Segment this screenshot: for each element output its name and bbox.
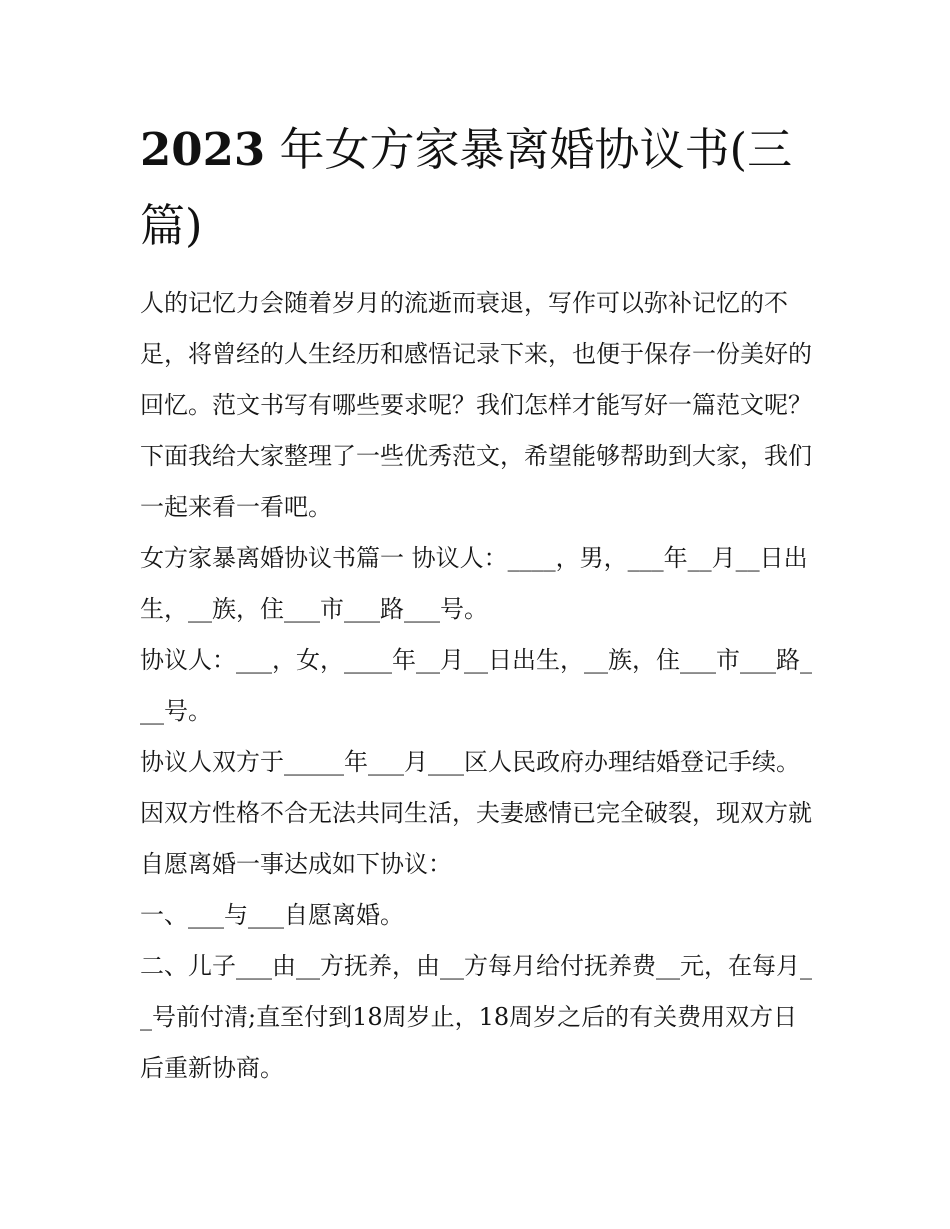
document-title (140, 112, 820, 264)
party-female-paragraph: 协议人：___，女，____年__月__日出生，__族，住___市___路___号。 (140, 646, 812, 725)
party-male-paragraph: 女方家暴离婚协议书篇一 协议人：____，男，___年__月__日出生，__族，住___市___路___号。 (140, 544, 808, 623)
title-year: 2023 (140, 123, 266, 176)
intro-paragraph: 人的记忆力会随着岁月的流逝而衰退，写作可以弥补记忆的不足，将曾经的人生经历和感悟记录下来，也便于保存一份美好的回忆。范文书写有哪些要求呢？我们怎样才能写好一篇范文呢？下面我给大家整理了一些优秀范文，希望能够帮助到大家，我们一起来看一看吧。 (140, 289, 812, 521)
clause-two-paragraph: 二、儿子___由__方抚养，由__方每月给付抚养费__元，在每月__号前付清;直至付到18周岁止，18周岁之后的有关费用双方日后重新协商。 (140, 952, 812, 1082)
title-text: 年女方家暴离婚协议书(三篇) (140, 123, 793, 252)
agreement-preamble-paragraph: 协议人双方于_____年___月___区人民政府办理结婚登记手续。因双方性格不合无法共同生活，夫妻感情已完全破裂，现双方就自愿离婚一事达成如下协议： (140, 748, 812, 878)
clause-one-paragraph: 一、___与___自愿离婚。 (140, 901, 404, 929)
document-body (140, 278, 815, 1094)
